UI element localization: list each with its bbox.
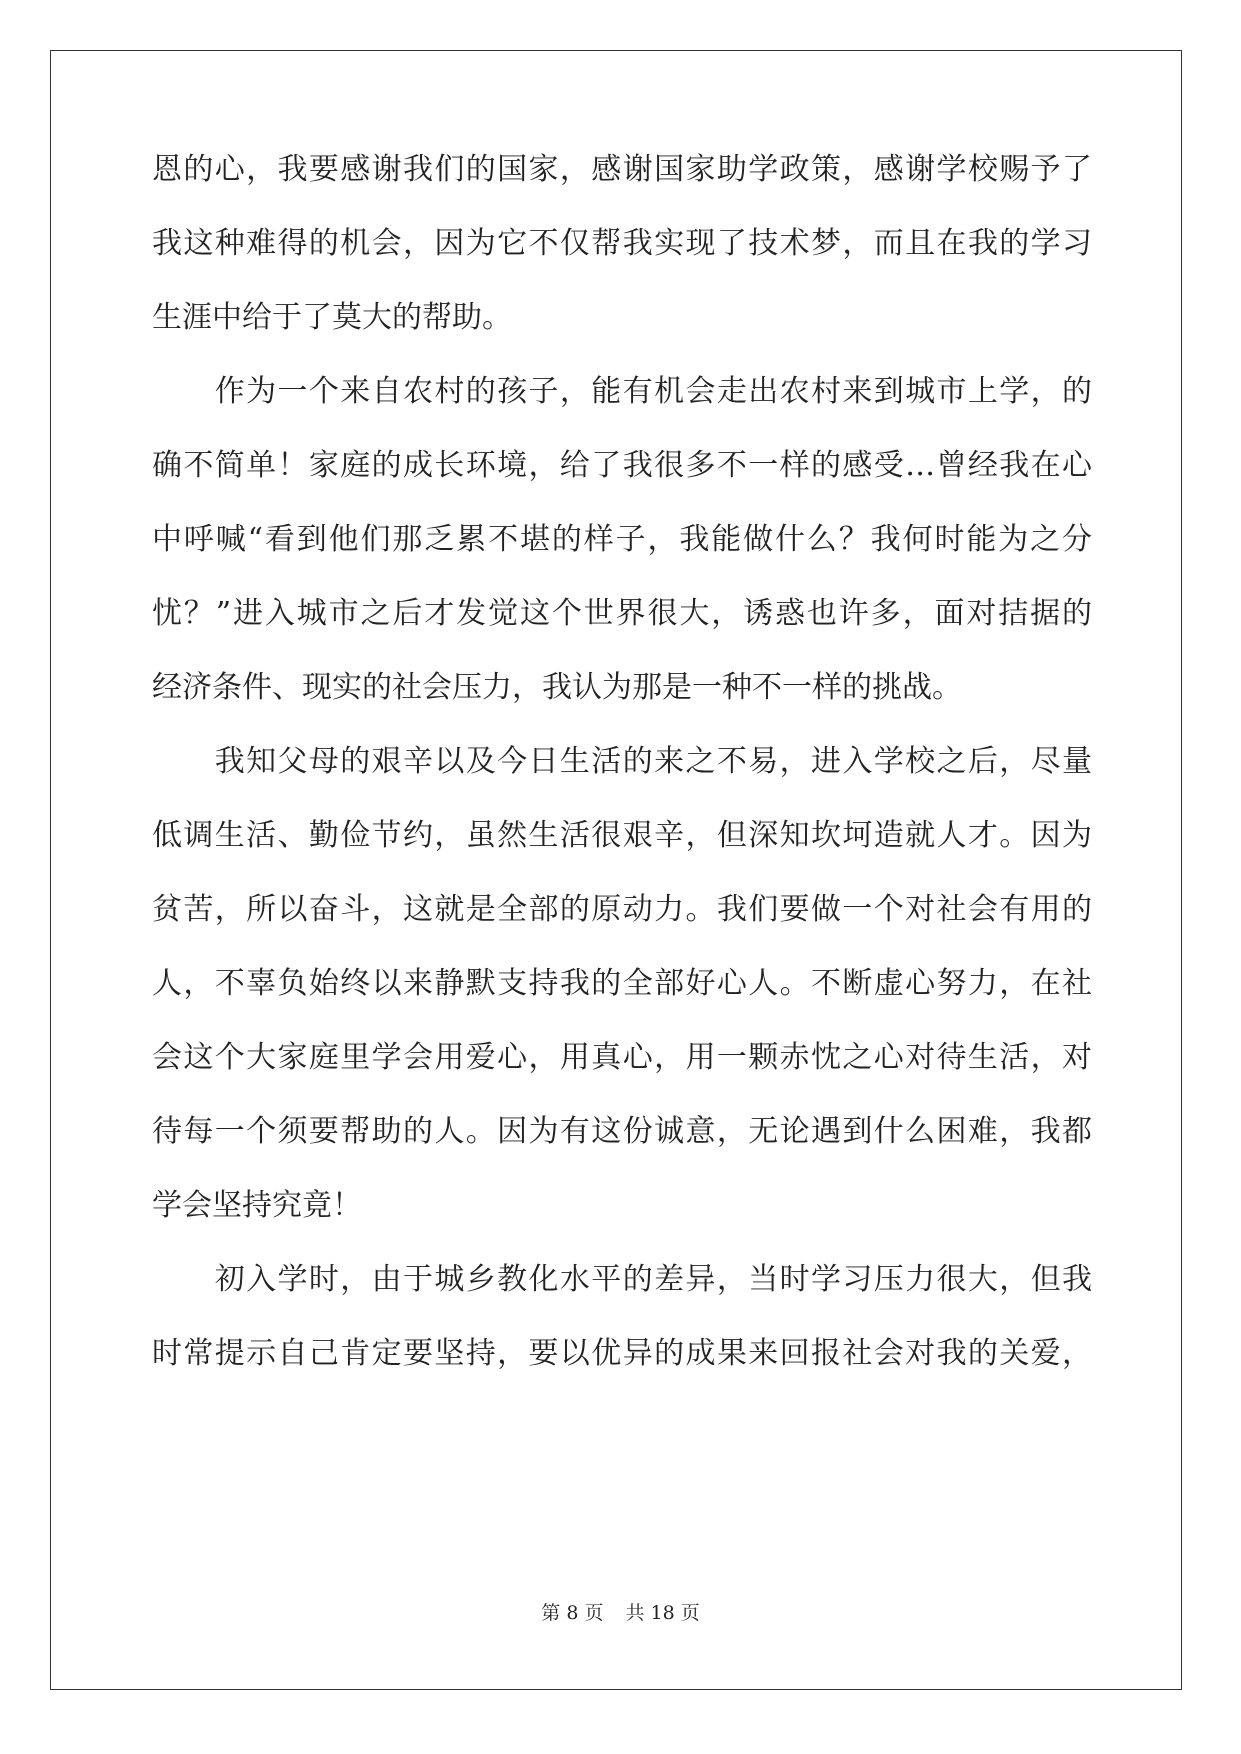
- text-line: 恩的心，我要感谢我们的国家，感谢国家助学政策，感谢学校赐予了: [152, 152, 1092, 187]
- text-line: 待每一个须要帮助的人。因为有这份诚意，无论遇到什么困难，我都: [152, 1114, 1092, 1149]
- text-line: 我知父母的艰辛以及今日生活的来之不易，进入学校之后，尽量: [152, 744, 1092, 779]
- text-line: 人，不辜负始终以来静默支持我的全部好心人。不断虚心努力，在社: [152, 966, 1092, 1001]
- page-total: 共 18 页: [625, 1602, 700, 1624]
- text-line: 忧？”进入城市之后才发觉这个世界很大，诱惑也许多，面对拮据的: [152, 596, 1092, 631]
- text-line: 初入学时，由于城乡教化水平的差异，当时学习压力很大，但我: [152, 1262, 1092, 1297]
- text-line: 确不简单！家庭的成长环境，给了我很多不一样的感受…曾经我在心: [152, 448, 1092, 483]
- text-line: 会这个大家庭里学会用爱心，用真心，用一颗赤忱之心对待生活，对: [152, 1040, 1092, 1075]
- page-footer: [0, 1598, 1241, 1625]
- text-line: 作为一个来自农村的孩子，能有机会走出农村来到城市上学，的: [152, 374, 1092, 409]
- text-line: 学会坚持究竟！: [152, 1188, 362, 1223]
- page-number: 第 8 页: [541, 1602, 604, 1624]
- text-line: 低调生活、勤俭节约，虽然生活很艰辛，但深知坎坷造就人才。因为: [152, 818, 1092, 853]
- text-line: 生涯中给于了莫大的帮助。: [152, 300, 512, 335]
- text-line: 经济条件、现实的社会压力，我认为那是一种不一样的挑战。: [152, 670, 962, 705]
- text-line: 中呼喊“看到他们那乏累不堪的样子，我能做什么？我何时能为之分: [152, 522, 1092, 557]
- text-line: 时常提示自己肯定要坚持，要以优异的成果来回报社会对我的关爱，: [152, 1336, 1092, 1371]
- text-line: 我这种难得的机会，因为它不仅帮我实现了技术梦，而且在我的学习: [152, 226, 1092, 261]
- text-line: 贫苦，所以奋斗，这就是全部的原动力。我们要做一个对社会有用的: [152, 892, 1092, 927]
- page-frame: [50, 50, 1182, 1690]
